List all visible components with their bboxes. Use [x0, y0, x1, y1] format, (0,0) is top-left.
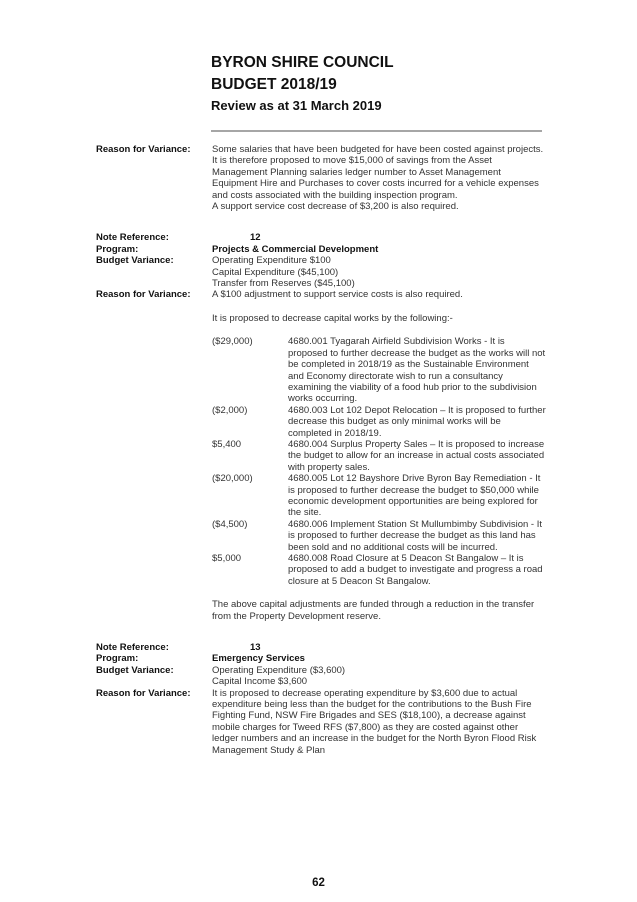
- budget-variance-label: Budget Variance:: [96, 664, 174, 676]
- item-description: 4680.003 Lot 102 Depot Relocation – It is proposed to further decrease this budget as only minimal works will be completed in 2018/19.: [288, 404, 546, 439]
- note12-closing: The above capital adjustments are funded through a reduction in the transfer from the Property Development reserve.: [212, 599, 535, 622]
- item-amount: ($20,000): [212, 473, 253, 485]
- note12-reason-text: A $100 adjustment to support service costs is also required.: [212, 289, 463, 301]
- reason-label: Reason for Variance:: [96, 687, 191, 699]
- item-amount: ($4,500): [212, 518, 248, 530]
- capital-works-item: [212, 439, 546, 473]
- item-description: 4680.005 Lot 12 Bayshore Drive Byron Bay Remediation - It is proposed to further decrease the budget to $50,000 while economic development opportunities are being explored for the site.: [288, 473, 541, 519]
- header-divider: [211, 130, 542, 132]
- variance-line: Capital Expenditure ($45,100): [212, 266, 339, 278]
- page-number: 62: [312, 877, 325, 889]
- note12-reference-row: [96, 232, 546, 243]
- budget-variance-label: Budget Variance:: [96, 255, 174, 267]
- note-reference-label: Note Reference:: [96, 232, 169, 244]
- capital-works-item: [212, 519, 546, 553]
- note13-reason-row: [96, 688, 546, 756]
- note13-program-row: [96, 653, 546, 664]
- intro-reason-text: [212, 144, 546, 212]
- note13-reason-text: It is proposed to decrease operating expenditure by $3,600 due to actual expenditure being less than the budget for the contributions to the Bush Fire Fighting Fund, NSW Fire Brigades and SES ($18,100), a decrease against mobile charges for Tweed RFS ($7,800) as they are costed against other ledger numbers and an increase in the budget for the North Byron Flood Risk Management Study & Plan: [212, 687, 537, 756]
- note12-program: Projects & Commercial Development: [212, 243, 379, 255]
- reason-label: Reason for Variance:: [96, 144, 191, 155]
- note12-intro: It is proposed to decrease capital works by the following:-: [212, 312, 453, 324]
- note12-intro-row: [96, 313, 546, 324]
- capital-works-item: [212, 405, 546, 439]
- intro-reason-paragraph: Some salaries that have been budgeted for have been costed against projects. It is therefore proposed to move $15,000 of savings from the Asset Management Planning salaries ledger number to Asset Management Equipment Hire and Purchases to cover costs incurred for a vehicle expenses and costs associated with the building inspection program.: [212, 144, 544, 201]
- item-description: 4680.006 Implement Station St Mullumbimby Subdivision - It is proposed to further decrease the budget as this land has been sold and no additional costs will be incurred.: [288, 518, 542, 553]
- program-label: Program:: [96, 653, 139, 665]
- reason-label: Reason for Variance:: [96, 289, 191, 301]
- variance-line: Operating Expenditure ($3,600): [212, 664, 346, 676]
- variance-line: Transfer from Reserves ($45,100): [212, 278, 355, 290]
- note12-variance-row: [96, 255, 546, 289]
- note12-program-row: [96, 244, 546, 255]
- capital-works-item: [212, 336, 546, 404]
- item-amount: $5,000: [212, 553, 242, 564]
- budget-title: BUDGET 2018/19: [211, 76, 337, 93]
- capital-works-list: [212, 336, 546, 587]
- review-date: Review as at 31 March 2019: [211, 98, 382, 113]
- document-header: [211, 52, 394, 116]
- intro-reason-paragraph-2: A support service cost decrease of $3,200 is also required.: [212, 201, 459, 213]
- note13-variance-row: [96, 665, 546, 688]
- item-amount: $5,400: [212, 438, 242, 450]
- intro-reason-row: [96, 144, 546, 212]
- item-description: 4680.008 Road Closure at 5 Deacon St Bangalow – It is proposed to add a budget to investigate and progress a road closure at 5 Deacon St Bangalow.: [288, 553, 543, 587]
- capital-works-item: [212, 553, 546, 587]
- note-reference-label: Note Reference:: [96, 642, 169, 654]
- note12-items-row: [96, 336, 546, 587]
- variance-line: Operating Expenditure $100: [212, 255, 331, 267]
- item-description: 4680.001 Tyagarah Airfield Subdivision Works - It is proposed to further decrease the budget as the works will not be completed in 2018/19 as the Sustainable Environment and Economy directorate wish to run a consultancy examining the viability of a food hub prior to the subdivision works occurring.: [288, 336, 546, 405]
- note13-variance-lines: [212, 665, 546, 688]
- note12-number: 12: [250, 232, 261, 244]
- note12-reason-row: [96, 289, 546, 300]
- program-label: Program:: [96, 243, 139, 255]
- note13-number: 13: [250, 642, 261, 654]
- council-name: BYRON SHIRE COUNCIL: [211, 54, 394, 71]
- note13-program: Emergency Services: [212, 653, 305, 665]
- item-amount: ($2,000): [212, 404, 248, 416]
- capital-works-item: [212, 473, 546, 519]
- note12-closing-row: [96, 599, 546, 622]
- note12-variance-lines: [212, 255, 546, 289]
- note13-reference-row: [96, 642, 546, 653]
- document-body: [96, 144, 546, 756]
- item-description: 4680.004 Surplus Property Sales – It is proposed to increase the budget to allow for an increase in actual costs associated with property sales.: [288, 438, 545, 473]
- item-amount: ($29,000): [212, 336, 253, 348]
- variance-line: Capital Income $3,600: [212, 676, 308, 688]
